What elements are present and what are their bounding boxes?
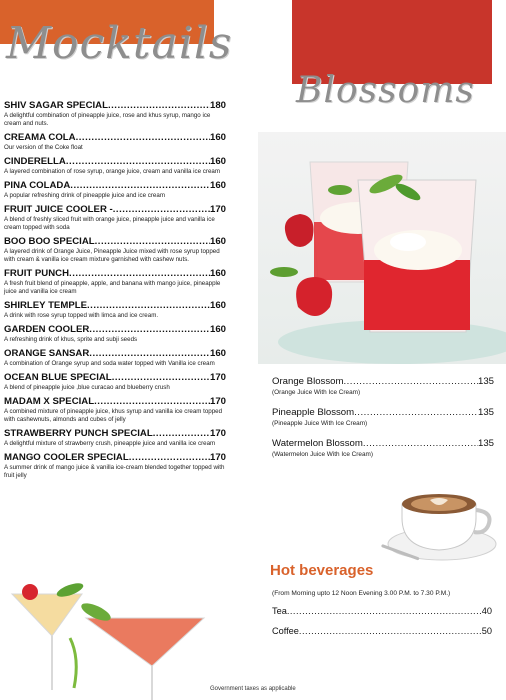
mocktail-description: Our version of the Coke float — [4, 144, 83, 151]
mocktail-line — [4, 452, 226, 463]
mocktail-description: A combined mixture of pineapple juice, khus syrup and vanilla ice cream topped with cashewnuts, almonds and cubes of jelly — [4, 408, 223, 423]
hot-beverages-timing-note: (From Morning upto 12 Noon Evening 3.00 P.M. to 7.30 P.M.) — [272, 590, 451, 597]
hot-beverage-line — [272, 606, 492, 616]
mocktail-line — [4, 268, 226, 279]
mocktail-price: 160 — [209, 132, 226, 143]
blossom-price: 135 — [477, 438, 494, 449]
mocktail-description: A delightful combination of pineapple juice, rose and khus syrup, mango ice cream and nuts. — [4, 112, 211, 127]
dot-leader — [363, 438, 478, 449]
blossom-list — [272, 376, 494, 469]
mocktail-item — [4, 268, 226, 296]
mocktail-description: A summer drink of mango juice & vanilla ice-cream blended together topped with fruit jelly — [4, 464, 225, 479]
mocktail-name: MANGO COOLER SPECIAL — [4, 452, 129, 463]
mocktail-description: A blend of pineapple juice ,blue curacao and blueberry crush — [4, 384, 170, 391]
dot-leader — [112, 372, 210, 383]
mocktail-price: 170 — [209, 428, 226, 439]
mocktail-line — [4, 236, 226, 247]
footer-tax-note: Government taxes as applicable — [210, 686, 296, 692]
blossom-name: Orange Blossom — [272, 376, 344, 387]
blossom-name: Watermelon Blossom — [272, 438, 363, 449]
mocktail-price: 160 — [209, 300, 226, 311]
blossom-drinks-photo — [258, 132, 506, 364]
dot-leader — [299, 626, 482, 636]
mocktail-item — [4, 156, 226, 176]
mocktail-description: A refreshing drink of khus, sprite and subji seeds — [4, 336, 138, 343]
mocktail-name: STRAWBERRY PUNCH SPECIAL — [4, 428, 153, 439]
mocktail-price: 160 — [209, 348, 226, 359]
mocktail-price: 180 — [209, 100, 226, 111]
mocktail-item — [4, 452, 226, 480]
hot-beverage-line — [272, 626, 492, 636]
dot-leader — [87, 300, 210, 311]
dot-leader — [66, 156, 210, 167]
mocktail-item — [4, 396, 226, 424]
mocktail-name: BOO BOO SPECIAL — [4, 236, 95, 247]
mocktail-item — [4, 300, 226, 320]
mocktail-price: 170 — [209, 396, 226, 407]
blossom-price: 135 — [477, 376, 494, 387]
mocktail-name: MADAM X SPECIAL — [4, 396, 95, 407]
mocktail-price: 160 — [209, 236, 226, 247]
hot-beverage-price: 50 — [481, 626, 492, 636]
blossom-line — [272, 407, 494, 418]
blossom-description: (Pineapple Juice With Ice Cream) — [272, 420, 368, 427]
blossom-price: 135 — [477, 407, 494, 418]
mocktail-list — [4, 100, 226, 484]
mocktail-price: 160 — [209, 268, 226, 279]
mocktail-name: CREAMA COLA — [4, 132, 76, 143]
cocktail-glasses-photo — [0, 578, 214, 700]
hot-beverage-name: Tea — [272, 606, 287, 616]
mocktail-name: OCEAN BLUE SPECIAL — [4, 372, 112, 383]
mocktail-description: A popular refreshing drink of pineapple juice and ice cream — [4, 192, 165, 199]
mocktail-line — [4, 132, 226, 143]
dot-leader — [153, 428, 210, 439]
dot-leader — [89, 324, 210, 335]
dot-leader — [343, 376, 478, 387]
mocktail-price: 160 — [209, 324, 226, 335]
dot-leader — [129, 452, 210, 463]
dot-leader — [108, 100, 210, 111]
mocktail-item — [4, 372, 226, 392]
mocktail-price: 170 — [209, 452, 226, 463]
mocktail-item — [4, 428, 226, 448]
mocktail-price: 160 — [209, 156, 226, 167]
dot-leader — [69, 268, 210, 279]
mocktail-name: PINA COLADA — [4, 180, 71, 191]
mocktail-description: A blend of freshly sliced fruit with orange juice, pineapple juice and vanilla ice cream topped with soda — [4, 216, 215, 231]
mocktail-description: A layered combination of rose syrup, orange juice, cream and vanilla ice cream — [4, 168, 220, 175]
mocktail-name: GARDEN COOLER — [4, 324, 90, 335]
mocktail-name: ORANGE SANSAR — [4, 348, 90, 359]
mocktail-line — [4, 396, 226, 407]
mocktail-name: SHIRLEY TEMPLE — [4, 300, 87, 311]
mocktail-line — [4, 204, 226, 215]
hot-beverage-name: Coffee — [272, 626, 299, 636]
mocktail-line — [4, 428, 226, 439]
mocktail-price: 160 — [209, 180, 226, 191]
blossom-item — [272, 438, 494, 459]
dot-leader — [95, 236, 210, 247]
mocktail-item — [4, 132, 226, 152]
dot-leader — [94, 396, 210, 407]
blossom-description: (Watermelon Juice With Ice Cream) — [272, 451, 373, 458]
mocktail-name: CINDERELLA — [4, 156, 66, 167]
mocktail-line — [4, 348, 226, 359]
mocktail-item — [4, 324, 226, 344]
blossom-name: Pineapple Blossom — [272, 407, 355, 418]
mocktail-item — [4, 180, 226, 200]
mocktail-description: A delightful mixture of strawberry crush, pineapple juice and vanilla ice cream — [4, 440, 216, 447]
mocktail-item — [4, 236, 226, 264]
dot-leader — [76, 132, 210, 143]
mocktail-line — [4, 324, 226, 335]
dot-leader — [287, 606, 482, 616]
mocktail-item — [4, 348, 226, 368]
mocktail-line — [4, 372, 226, 383]
mocktail-line — [4, 156, 226, 167]
dot-leader — [70, 180, 210, 191]
coffee-cup-photo — [378, 478, 500, 564]
blossom-line — [272, 376, 494, 387]
mocktails-title: Mocktails — [6, 18, 233, 69]
blossoms-title: Blossoms — [296, 70, 475, 111]
dot-leader — [89, 348, 210, 359]
blossom-item — [272, 407, 494, 428]
mocktail-item — [4, 100, 226, 128]
blossom-line — [272, 438, 494, 449]
dot-leader — [354, 407, 478, 418]
mocktail-name: SHIV SAGAR SPECIAL — [4, 100, 108, 111]
mocktail-description: A drink with rose syrup topped with limca and ice cream. — [4, 312, 159, 319]
hot-beverages-title: Hot beverages — [270, 562, 374, 579]
hot-beverage-price: 40 — [481, 606, 492, 616]
mocktail-name: FRUIT JUICE COOLER - — [4, 204, 113, 215]
mocktail-item — [4, 204, 226, 232]
mocktail-description: A combination of Orange syrup and soda water topped with Vanilla ice cream — [4, 360, 215, 367]
blossom-description: (Orange Juice With Ice Cream) — [272, 389, 361, 396]
blossom-item — [272, 376, 494, 397]
mocktail-name: FRUIT PUNCH — [4, 268, 70, 279]
mocktail-line — [4, 300, 226, 311]
mocktail-description: A layered drink of Orange Juice, Pineapple Juice mixed with rose syrup topped with cream & vanilla ice cream mixture garnished with cashew nuts. — [4, 248, 220, 263]
mocktail-line — [4, 100, 226, 111]
mocktail-description: A fresh fruit blend of pineapple, apple, and banana with mango juice, pineapple juice and vanilla ice cream — [4, 280, 221, 295]
mocktail-line — [4, 180, 226, 191]
mocktail-price: 170 — [209, 372, 226, 383]
mocktail-price: 170 — [209, 204, 226, 215]
hot-beverages-list — [272, 606, 492, 646]
dot-leader — [113, 204, 210, 215]
